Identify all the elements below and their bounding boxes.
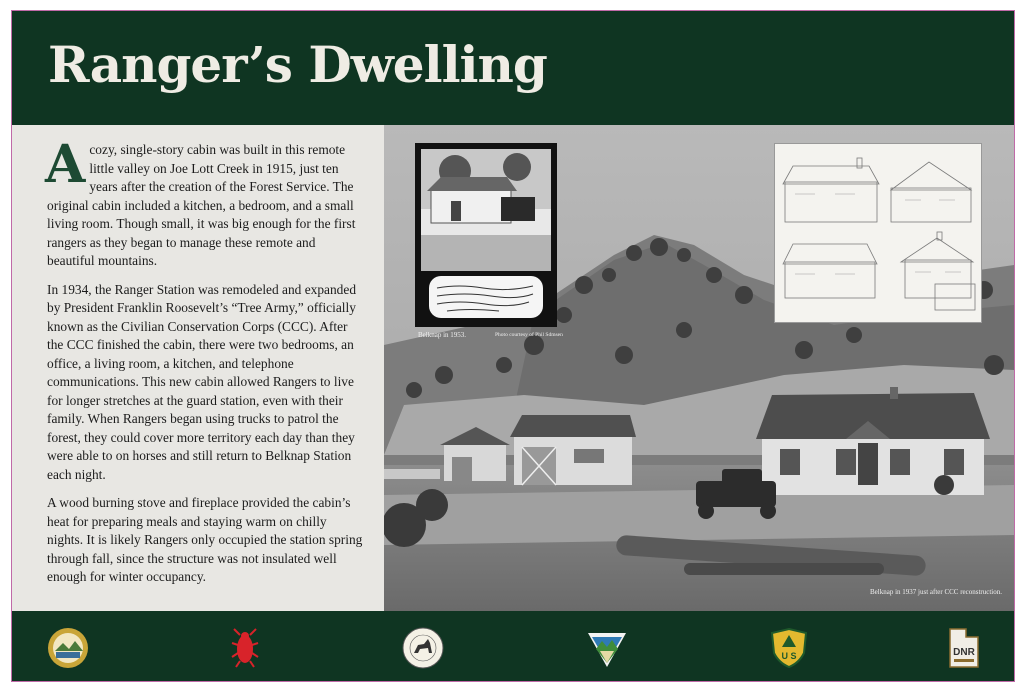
text-column	[12, 125, 384, 611]
page-title: Ranger’s Dwelling	[48, 35, 547, 94]
inset-photo-image	[421, 149, 551, 271]
utah-dnr-icon	[946, 627, 982, 669]
inset-caption: Belknap in 1953.	[418, 331, 467, 339]
paragraph-1-text: cozy, single-story cabin was built in this remote little valley on Joe Lott Creek in 1915, just ten years after the creation of the Forest Service. The original cabin included a kitchen, a bedroom, and a small living room. Though small, it was big enough for the first rangers as they began to manage these remote and beautiful mountains.	[47, 142, 356, 268]
paragraph-1	[45, 134, 363, 271]
red-beetle-icon	[230, 627, 260, 669]
blm-icon	[586, 627, 628, 669]
main-photo-caption: Belknap in 1937 just after CCC reconstruction.	[870, 588, 1003, 596]
inset-credit: Photo courtesy of Phil Sdmsen	[495, 332, 563, 338]
us-forest-service-shield-icon	[768, 627, 810, 669]
dnr-text: DNR	[953, 647, 975, 658]
usfs-shield-text: U S	[781, 651, 797, 661]
body-text	[45, 134, 363, 597]
old-spanish-trail-association-icon	[402, 627, 444, 669]
main-photo	[384, 125, 1014, 611]
paragraph-2: In 1934, the Ranger Station was remodeled and expanded by President Franklin Roosevelt’s “Tree Army,” officially known as the Civilian Conservation Corps (CCC). After the CCC finished the cabin, there were two bedrooms, an office, a living room, a kitchen, and telephone communications. This new cabin allowed Rangers to live for longer stretches at the guard station, even with their family. When Rangers began using trucks to patrol the forest, they could cover more territory each day than they were able to on horses and still return to Belknap Station each night.	[47, 281, 357, 482]
interpretive-sign	[11, 10, 1015, 682]
county-seal-icon	[47, 627, 89, 669]
header-band	[12, 11, 1014, 125]
footer-logo-band	[12, 611, 1014, 681]
drop-cap: A	[45, 134, 86, 195]
inset-photo-1953	[415, 143, 557, 327]
paragraph-3: A wood burning stove and fireplace provided the cabin’s heat for preparing meals and staying warm on chilly nights. It is likely Rangers only occupied the station spring through fall, since the structure was not insulated well enough for winter occupancy.	[47, 495, 363, 584]
blueprint-drawings	[774, 143, 982, 323]
handwritten-note	[429, 276, 543, 318]
